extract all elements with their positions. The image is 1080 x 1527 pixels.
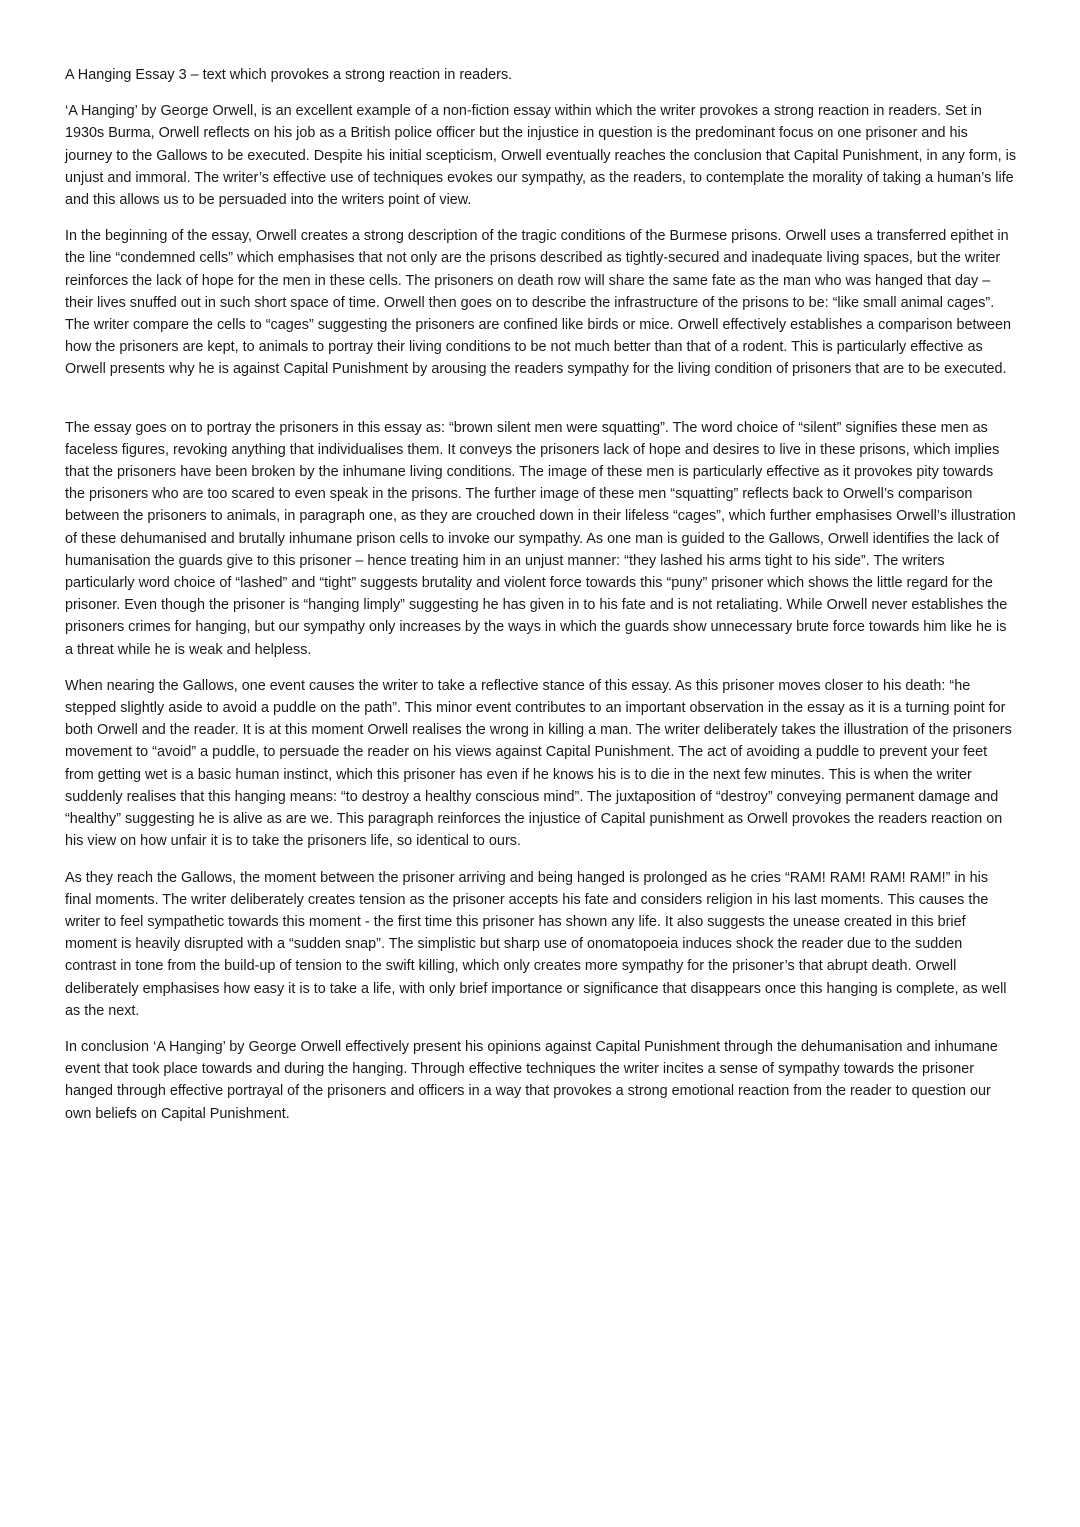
paragraph-prison-conditions: In the beginning of the essay, Orwell creates a strong description of the tragic conditions of the Burmese prisons. Orwell uses a transferred epithet in the line “condemned cells” which emphasises that not only are the prisons described as tightly-secured and inadequate living spaces, but the writer reinforces the lack of hope for the men in these cells. The prisoners on death row will share the same fate as the man who was hanged that day – their lives snuffed out in such short space of time. Orwell then goes on to describe the infrastructure of the prisons to be: “like small animal cages”. The writer compare the cells to “cages” suggesting the prisoners are confined like birds or mice. Orwell effectively establishes a comparison between how the prisoners are kept, to animals to portray their living conditions to be not much better than that of a rodent. This is particularly effective as Orwell presents why he is against Capital Punishment by arousing the readers sympathy for the living condition of prisoners that are to be executed. xyxy=(65,228,1011,378)
paragraph-introduction: ‘A Hanging’ by George Orwell, is an excellent example of a non-fiction essay within which the writer provokes a strong reaction in readers. Set in 1930s Burma, Orwell reflects on his job as a British police officer but the injustice in question is the predominant focus on one prisoner and his journey to the Gallows to be executed. Despite his initial scepticism, Orwell eventually reaches the conclusion that Capital Punishment, in any form, is unjust and immoral. The writer’s effective use of techniques evokes our sympathy, as the readers, to contemplate the morality of taking a human’s life and this allows us to be persuaded into the writers point of view. xyxy=(65,103,1017,209)
paragraph-conclusion: In conclusion ‘A Hanging’ by George Orwell effectively present his opinions against Capital Punishment through the dehumanisation and inhumane event that took place towards and during the hanging. Through effective techniques the writer incites a sense of sympathy towards the prisoner hanged through effective portrayal of the prisoners and officers in a way that provokes a strong emotional reaction from the reader to question our own beliefs on Capital Punishment. xyxy=(65,1038,998,1122)
paragraph-puddle: When nearing the Gallows, one event causes the writer to take a reflective stance of this essay. As this prisoner moves closer to his death: “he stepped slightly aside to avoid a puddle on the path”. This minor event contributes to an important observation in the essay as it is a turning point for both Orwell and the reader. It is at this moment Orwell realises the wrong in killing a man. The writer deliberately takes the illustration of the prisoners movement to “avoid” a puddle, to persuade the reader on his views against Capital Punishment. The act of avoiding a puddle to prevent your feet from getting wet is a basic human instinct, which this prisoner has even if he knows his is to die in the next few minutes. This is when the writer suddenly realises that this hanging means: “to destroy a healthy conscious mind”. The juxtaposition of “destroy” conveying permanent damage and “healthy” suggesting he is alive as are we. This paragraph reinforces the injustice of Capital punishment as Orwell provokes the readers reaction on his view on how unfair it is to take the prisoners life, so identical to ours. xyxy=(65,677,1012,850)
essay-title: A Hanging Essay 3 – text which provokes a strong reaction in readers. xyxy=(65,67,513,83)
essay-document xyxy=(65,64,1017,1139)
paragraph-silent-prisoners: The essay goes on to portray the prisoners in this essay as: “brown silent men were squatting”. The word choice of “silent” signifies these men as faceless figures, revoking anything that individualises them. It conveys the prisoners lack of hope and desires to live in these prisons, which implies that the prisoners have been broken by the inhumane living conditions. The image of these men is particularly effective as it provokes pity towards the prisoners who are too scared to even speak in the prisons. The further image of these men “squatting” reflects back to Orwell’s comparison between the prisoners to animals, in paragraph one, as they are crouched down in their lifeless “cages”, which further emphasises Orwell’s illustration of these dehumanised and brutally inhumane prison cells to invoke our sympathy. As one man is guided to the Gallows, Orwell identifies the lack of humanisation the guards give to this prisoner – hence treating him in an unjust manner: “they lashed his arms tight to his side”. The writers particularly word choice of “lashed” and “tight” suggests brutality and violent force towards this “puny” prisoner which shows the little regard for the prisoner. Even though the prisoner is “hanging limply” suggesting he has given in to his fate and is not retaliating. While Orwell never establishes the prisoners crimes for hanging, but our sympathy only increases by the ways in which the guards show unnecessary brute force towards him like he is a threat while he is weak and helpless. xyxy=(65,419,1016,658)
paragraph-gallows: As they reach the Gallows, the moment between the prisoner arriving and being hanged is prolonged as he cries “RAM! RAM! RAM! RAM!” in his final moments. The writer deliberately creates tension as the prisoner accepts his fate and considers religion in his last moments. This causes the writer to feel sympathetic towards this moment - the first time this prisoner has shown any life. It also suggests the unease created in this brief moment is heavily disrupted with a “sudden snap”. The simplistic but sharp use of onomatopoeia induces shock the reader due to the sudden contrast in tone from the build-up of tension to the swift killing, which only creates more sympathy for the prisoner’s that abrupt death. Orwell deliberately emphasises how easy it is to take a life, with only brief importance or significance that disappears once this hanging is complete, as well as the next. xyxy=(65,869,1007,1019)
